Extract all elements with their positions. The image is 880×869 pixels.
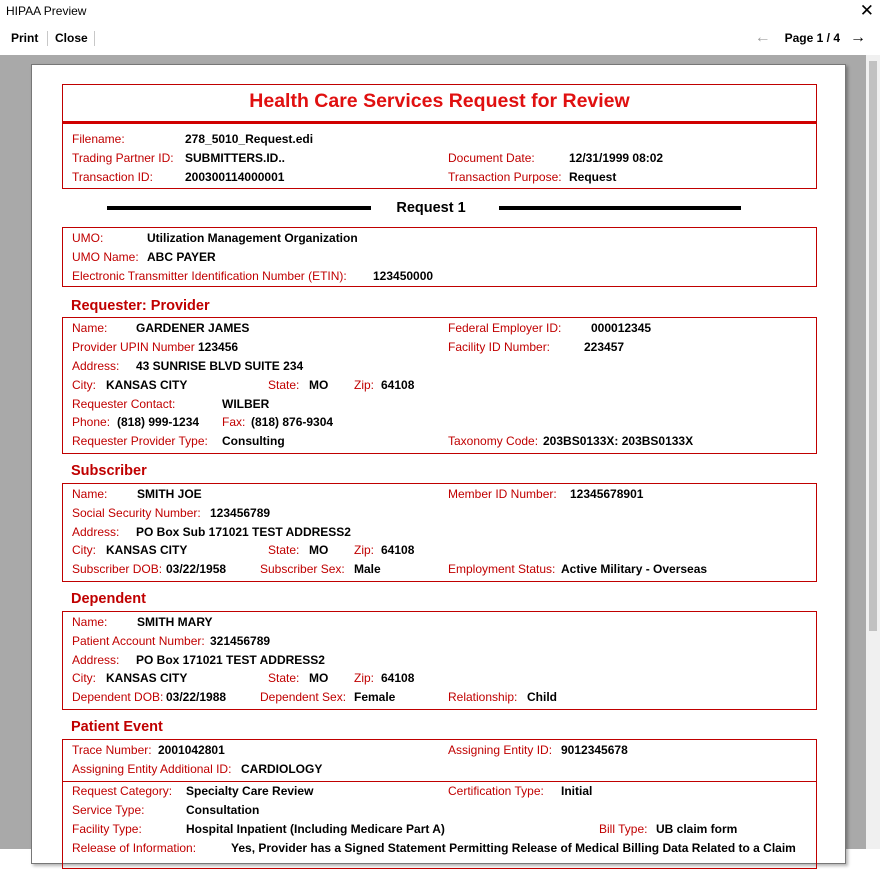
dependent-city-value: KANSAS CITY <box>106 671 188 685</box>
facility-type-value: Hospital Inpatient (Including Medicare Part A) <box>186 822 445 836</box>
transaction-purpose-value: Request <box>569 170 617 184</box>
dependent-dob-label: Dependent DOB: <box>72 690 164 704</box>
subscriber-sex-value: Male <box>354 562 381 576</box>
employment-status-label: Employment Status: <box>448 562 556 576</box>
subscriber-state-label: State: <box>268 543 300 557</box>
requester-zip-value: 64108 <box>381 378 415 392</box>
transaction-id-value: 200300114000001 <box>185 170 285 184</box>
title-rule <box>63 121 816 124</box>
service-type-label: Service Type: <box>72 803 145 817</box>
requester-section <box>62 317 817 454</box>
trading-partner-value: SUBMITTERS.ID.. <box>185 151 286 165</box>
trace-number-value: 2001042801 <box>158 743 225 757</box>
certification-type-value: Initial <box>561 784 593 798</box>
trace-number-label: Trace Number: <box>72 743 152 757</box>
subscriber-zip-label: Zip: <box>354 543 375 557</box>
relationship-value: Child <box>527 690 557 704</box>
subscriber-city-value: KANSAS CITY <box>106 543 188 557</box>
fax-label: Fax: <box>222 415 246 429</box>
requester-heading: Requester: Provider <box>71 298 210 314</box>
taxonomy-label: Taxonomy Code: <box>448 434 539 448</box>
requester-city-value: KANSAS CITY <box>106 378 188 392</box>
toolbar <box>0 24 880 55</box>
fein-label: Federal Employer ID: <box>448 321 562 335</box>
facility-id-value: 223457 <box>584 340 625 354</box>
etin-value: 123450000 <box>373 269 434 283</box>
member-id-label: Member ID Number: <box>448 487 557 501</box>
subscriber-dob-label: Subscriber DOB: <box>72 562 163 576</box>
employment-status-value: Active Military - Overseas <box>561 562 708 576</box>
requester-name-label: Name: <box>72 321 108 335</box>
page-indicator: Page 1 / 4 <box>784 31 840 45</box>
requester-state-label: State: <box>268 378 300 392</box>
subscriber-heading: Subscriber <box>71 463 147 479</box>
requester-address-label: Address: <box>72 359 120 373</box>
umo-section <box>62 227 817 287</box>
release-of-information-value: Yes, Provider has a Signed Statement Permitting Release of Medical Billing Data Related to a Claim <box>231 841 796 855</box>
requester-zip-label: Zip: <box>354 378 375 392</box>
fax-value: (818) 876-9304 <box>251 415 334 429</box>
relationship-label: Relationship: <box>448 690 518 704</box>
requester-state-value: MO <box>309 378 329 392</box>
document-date-value: 12/31/1999 08:02 <box>569 151 664 165</box>
requester-city-label: City: <box>72 378 96 392</box>
assigning-entity-label: Assigning Entity ID: <box>448 743 553 757</box>
requester-address-value: 43 SUNRISE BLVD SUITE 234 <box>136 359 304 373</box>
ssn-value: 123456789 <box>210 506 271 520</box>
patient-event-section <box>62 739 817 869</box>
vertical-scrollbar[interactable] <box>866 55 880 849</box>
release-of-information-label: Release of Information: <box>72 841 197 855</box>
assigning-entity-value: 9012345678 <box>561 743 628 757</box>
subscriber-section <box>62 483 817 582</box>
toolbar-separator <box>94 31 95 46</box>
subscriber-name-label: Name: <box>72 487 108 501</box>
service-type-value: Consultation <box>186 803 260 817</box>
assigning-entity-additional-value: CARDIOLOGY <box>241 762 323 776</box>
requester-contact-label: Requester Contact: <box>72 397 176 411</box>
upin-value: 123456 <box>198 340 239 354</box>
ssn-label: Social Security Number: <box>72 506 201 520</box>
preview-viewport[interactable] <box>0 55 880 855</box>
prev-page-arrow-icon[interactable]: ← <box>754 29 771 46</box>
phone-value: (818) 999-1234 <box>117 415 200 429</box>
pager <box>751 29 870 47</box>
document-header <box>62 84 817 189</box>
member-id-value: 12345678901 <box>570 487 644 501</box>
dependent-state-value: MO <box>309 671 329 685</box>
close-button[interactable]: Close <box>55 31 88 45</box>
certification-type-label: Certification Type: <box>448 784 544 798</box>
patient-account-label: Patient Account Number: <box>72 634 205 648</box>
dependent-zip-label: Zip: <box>354 671 375 685</box>
umo-name-label: UMO Name: <box>72 250 139 264</box>
title-bar <box>0 0 880 24</box>
transaction-id-label: Transaction ID: <box>72 170 153 184</box>
dependent-name-label: Name: <box>72 615 108 629</box>
dependent-address-value: PO Box 171021 TEST ADDRESS2 <box>136 653 325 667</box>
subscriber-zip-value: 64108 <box>381 543 415 557</box>
upin-label: Provider UPIN Number <box>72 340 195 354</box>
facility-id-label: Facility ID Number: <box>448 340 551 354</box>
filename-value: 278_5010_Request.edi <box>185 132 314 146</box>
provider-type-label: Requester Provider Type: <box>72 434 208 448</box>
dependent-name-value: SMITH MARY <box>137 615 213 629</box>
close-icon[interactable]: ✕ <box>859 1 874 20</box>
next-page-arrow-icon[interactable]: → <box>850 29 866 46</box>
dependent-heading: Dependent <box>71 591 146 607</box>
etin-label: Electronic Transmitter Identification Number (ETIN): <box>72 269 347 283</box>
taxonomy-value: 203BS0133X: 203BS0133X <box>543 434 694 448</box>
dependent-zip-value: 64108 <box>381 671 415 685</box>
subscriber-state-value: MO <box>309 543 329 557</box>
facility-type-label: Facility Type: <box>72 822 142 836</box>
request-divider-left <box>107 206 371 210</box>
toolbar-separator <box>47 31 48 46</box>
dependent-address-label: Address: <box>72 653 120 667</box>
subscriber-name-value: SMITH JOE <box>137 487 202 501</box>
trading-partner-label: Trading Partner ID: <box>72 151 174 165</box>
requester-contact-value: WILBER <box>222 397 270 411</box>
requester-name-value: GARDENER JAMES <box>136 321 250 335</box>
document-date-label: Document Date: <box>448 151 535 165</box>
subscriber-address-value: PO Box Sub 171021 TEST ADDRESS2 <box>136 525 351 539</box>
patient-event-heading: Patient Event <box>71 719 163 735</box>
subscriber-address-label: Address: <box>72 525 120 539</box>
dependent-dob-value: 03/22/1988 <box>166 690 227 704</box>
dependent-section <box>62 611 817 710</box>
subscriber-dob-value: 03/22/1958 <box>166 562 227 576</box>
dependent-city-label: City: <box>72 671 96 685</box>
patient-account-value: 321456789 <box>210 634 271 648</box>
dependent-sex-label: Dependent Sex: <box>260 690 347 704</box>
umo-label: UMO: <box>72 231 104 245</box>
filename-label: Filename: <box>72 132 125 146</box>
print-button[interactable]: Print <box>11 31 39 45</box>
request-divider-right <box>499 206 741 210</box>
provider-type-value: Consulting <box>222 434 285 448</box>
window-title: HIPAA Preview <box>6 4 87 18</box>
subscriber-city-label: City: <box>72 543 96 557</box>
subscriber-sex-label: Subscriber Sex: <box>260 562 345 576</box>
transaction-purpose-label: Transaction Purpose: <box>448 170 562 184</box>
request-category-value: Specialty Care Review <box>186 784 314 798</box>
bill-type-value: UB claim form <box>656 822 738 836</box>
dependent-sex-value: Female <box>354 690 396 704</box>
scrollbar-thumb[interactable] <box>869 61 877 631</box>
phone-label: Phone: <box>72 415 111 429</box>
umo-value: Utilization Management Organization <box>147 231 358 245</box>
umo-name-value: ABC PAYER <box>147 250 216 264</box>
fein-value: 000012345 <box>591 321 652 335</box>
dependent-state-label: State: <box>268 671 300 685</box>
bill-type-label: Bill Type: <box>599 822 648 836</box>
document-page <box>31 64 846 864</box>
assigning-entity-additional-label: Assigning Entity Additional ID: <box>72 762 232 776</box>
request-title: Request 1 <box>396 200 466 216</box>
request-category-label: Request Category: <box>72 784 173 798</box>
event-divider <box>63 781 816 782</box>
document-title: Health Care Services Request for Review <box>249 90 630 112</box>
